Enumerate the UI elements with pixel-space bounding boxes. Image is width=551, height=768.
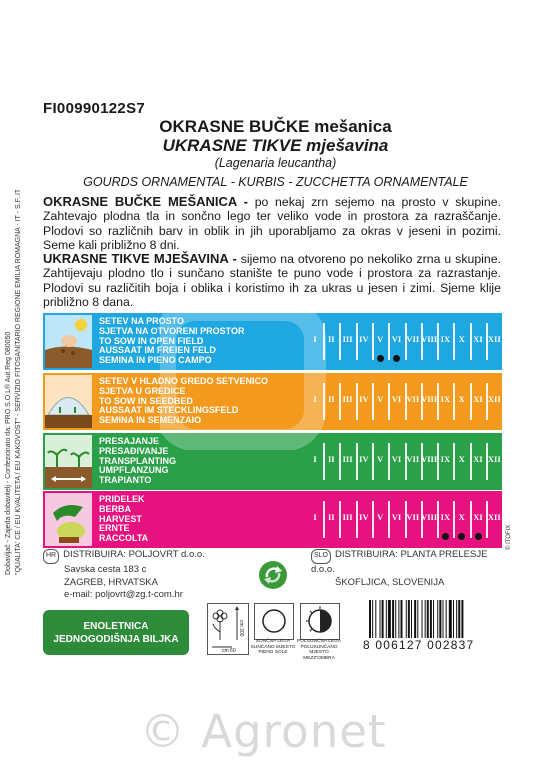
month-label: IV bbox=[359, 394, 369, 404]
month-cell bbox=[470, 433, 486, 490]
barcode-bar bbox=[408, 600, 410, 638]
month-label: VII bbox=[406, 512, 420, 522]
half-shade-box bbox=[300, 603, 340, 640]
barcode-bar bbox=[453, 600, 454, 638]
barcode-bar bbox=[395, 600, 396, 638]
hr-address: Savska cesta 183 c bbox=[64, 563, 147, 575]
barcode-bar bbox=[439, 600, 441, 638]
row-label: PRESAJANJE bbox=[99, 436, 160, 446]
row-label: TO SOW IN SEEDBED bbox=[99, 395, 193, 406]
barcode-bar bbox=[386, 600, 387, 638]
vertical-supplier-text bbox=[0, 190, 32, 580]
month-label: VI bbox=[391, 454, 402, 464]
month-cell bbox=[437, 373, 453, 430]
barcode bbox=[365, 600, 500, 640]
month-label: II bbox=[327, 512, 335, 522]
month-cell bbox=[372, 433, 388, 490]
month-label: III bbox=[342, 334, 353, 344]
row-label: PRESAĐIVANJE bbox=[99, 445, 169, 456]
barcode-bar bbox=[372, 600, 373, 638]
row-illustration-icon bbox=[45, 435, 92, 488]
month-label: I bbox=[313, 454, 317, 464]
shade-label-1: POLSONČNA LEGA bbox=[297, 639, 341, 644]
barcode-number: 8 006127 002837 bbox=[363, 638, 475, 652]
row-label: TRAPIANTO bbox=[99, 475, 152, 486]
month-cell bbox=[486, 313, 502, 370]
month-cell bbox=[372, 373, 388, 430]
month-label: I bbox=[313, 512, 317, 522]
agronet-watermark: © Agronet bbox=[140, 705, 387, 758]
spacing-label: cm 60 bbox=[222, 648, 236, 654]
slo-city: ŠKOFLJICA, SLOVENIJA bbox=[335, 576, 445, 588]
month-cell bbox=[405, 313, 421, 370]
month-label: IX bbox=[440, 334, 451, 344]
hr-name: POLJOVRT d.o.o. bbox=[128, 549, 205, 560]
row-illustration-icon bbox=[45, 375, 92, 428]
product-code: FI00990122S7 bbox=[43, 100, 146, 117]
month-marker-dot bbox=[442, 533, 449, 540]
month-label: XI bbox=[473, 334, 483, 344]
month-cell bbox=[421, 373, 437, 430]
barcode-bar bbox=[446, 600, 447, 638]
barcode-bar bbox=[392, 600, 394, 638]
month-cell bbox=[470, 313, 486, 370]
month-label: X bbox=[458, 454, 465, 464]
row-label: SJETVA NA OTVORENI PROSTOR bbox=[99, 325, 245, 336]
slo-badge: SLO bbox=[311, 549, 331, 564]
month-cell bbox=[307, 491, 323, 548]
barcode-bar bbox=[411, 600, 412, 638]
month-label: III bbox=[342, 454, 353, 464]
month-label: II bbox=[327, 334, 335, 344]
month-label: XI bbox=[473, 454, 483, 464]
half-shade-icon bbox=[320, 610, 331, 632]
month-label: V bbox=[377, 512, 384, 522]
shade-label bbox=[296, 639, 342, 661]
row-label: SEMINA IN PIENO CAMPO bbox=[99, 355, 212, 366]
barcode-bar bbox=[458, 600, 460, 638]
title-slovenian: OKRASNE BUČKE mešanica bbox=[159, 117, 392, 136]
month-label: I bbox=[313, 394, 317, 404]
calendar-row-4 bbox=[43, 491, 502, 548]
month-label: IV bbox=[359, 512, 369, 522]
barcode-bar bbox=[433, 600, 434, 638]
month-marker-dot bbox=[377, 355, 384, 362]
desc-hr-body: sijemo na otvoreno po nekoliko zrna u skupine. Zahtijevaju plodno tlo i sunčano stanište te puno vode i prostora za razrastanje. Plodovi su različitih boja i oblika i koristimo ih za ukras u jesen i zimi. Sjeme klije približno 8 dana. bbox=[43, 252, 501, 310]
sun-label-1: SONČNA LEGA bbox=[255, 639, 291, 644]
month-label: XII bbox=[487, 512, 501, 522]
row-label: AUSSAAT IM FREIEN FELD bbox=[99, 345, 216, 356]
month-label: VI bbox=[391, 512, 402, 522]
month-cell bbox=[356, 491, 372, 548]
watermark-logo bbox=[160, 300, 350, 450]
month-cell bbox=[405, 433, 421, 490]
month-label: VII bbox=[406, 334, 420, 344]
row-label: RACCOLTA bbox=[99, 533, 149, 544]
slo-name: PLANTA PRELESJE d.o.o. bbox=[311, 549, 488, 575]
barcode-bar bbox=[369, 600, 371, 638]
month-cell bbox=[372, 491, 388, 548]
hr-label: DISTRIBUIRA: bbox=[63, 549, 126, 560]
sun-icon bbox=[263, 610, 285, 632]
month-cell bbox=[340, 491, 356, 548]
row-label: HARVEST bbox=[99, 513, 142, 524]
annual-plant-badge bbox=[43, 610, 189, 655]
month-label: II bbox=[327, 394, 335, 404]
month-label: IX bbox=[440, 512, 451, 522]
month-marker-dot bbox=[393, 355, 400, 362]
recycle-icon bbox=[258, 560, 288, 590]
itofix-text: © ITOFIX bbox=[506, 524, 512, 550]
month-cell bbox=[454, 433, 470, 490]
month-label: IX bbox=[440, 394, 451, 404]
description bbox=[43, 195, 501, 309]
shade-label-3: MJESTO bbox=[309, 650, 329, 656]
month-cell bbox=[389, 373, 405, 430]
hr-badge: HR bbox=[43, 549, 59, 564]
barcode-bar bbox=[456, 600, 457, 638]
month-label: V bbox=[377, 394, 384, 404]
month-cell bbox=[454, 373, 470, 430]
distributor-hr bbox=[43, 549, 233, 602]
month-marker-dot bbox=[475, 533, 482, 540]
month-cell bbox=[486, 433, 502, 490]
month-cell bbox=[437, 433, 453, 490]
month-cell bbox=[405, 373, 421, 430]
barcode-bar bbox=[382, 600, 384, 638]
other-names: GOURDS ORNAMENTAL - KURBIS - ZUCCHETTA ORNAMENTALE bbox=[83, 175, 468, 189]
barcode-bar bbox=[375, 600, 376, 638]
latin-name: (Lagenaria leucantha) bbox=[214, 156, 337, 170]
full-sun-box bbox=[254, 603, 294, 640]
row-label: SETEV V HLADNO GREDO SETVENICO bbox=[99, 376, 269, 386]
sun-label bbox=[250, 639, 296, 656]
month-label: VIII bbox=[421, 334, 438, 344]
month-cell bbox=[437, 313, 453, 370]
month-label: I bbox=[313, 334, 317, 344]
month-cell bbox=[470, 373, 486, 430]
month-label: XI bbox=[473, 512, 483, 522]
barcode-bar bbox=[425, 600, 426, 638]
month-cell bbox=[486, 491, 502, 548]
row-label: SETEV NA PROSTO bbox=[99, 316, 185, 326]
vertical-text-2: "QUALITA' CE / EU KVALITETA / EU KAKOVOST" - SERVIZIO FITOSANITARIO REGIONE EMILIA ROMAGNA - IT - S.F. IT-08 - Proizvodač: ITEILI bbox=[15, 190, 22, 575]
month-label: VII bbox=[406, 454, 420, 464]
barcode-bar bbox=[388, 600, 391, 638]
barcode-bar bbox=[417, 600, 418, 638]
month-label: VII bbox=[406, 394, 420, 404]
barcode-bar bbox=[430, 600, 432, 638]
barcode-bar bbox=[449, 600, 452, 638]
desc-sl-head: OKRASNE BUČKE MEŠANICA - bbox=[43, 194, 249, 209]
month-label: VIII bbox=[421, 454, 438, 464]
month-label: V bbox=[377, 454, 384, 464]
month-label: IV bbox=[359, 334, 369, 344]
month-cell bbox=[454, 313, 470, 370]
row-label: PRIDELEK bbox=[99, 494, 145, 504]
month-label: VIII bbox=[421, 512, 438, 522]
month-label: XII bbox=[487, 454, 501, 464]
barcode-bar bbox=[414, 600, 416, 638]
barcode-bar bbox=[401, 600, 403, 638]
barcode-bar bbox=[406, 600, 407, 638]
barcode-bar bbox=[380, 600, 381, 638]
month-cell bbox=[389, 433, 405, 490]
plant-height-icon bbox=[207, 603, 249, 655]
row-illustration-icon bbox=[45, 315, 92, 368]
barcode-bar bbox=[443, 600, 444, 638]
slo-label: DISTRIBUIRA: bbox=[335, 549, 398, 560]
row-label: TRANSPLANTING bbox=[99, 455, 176, 466]
month-cell bbox=[356, 433, 372, 490]
month-label: V bbox=[377, 334, 384, 344]
month-grid bbox=[307, 491, 502, 548]
hr-email: e-mail: poljovrt@zg.t-com.hr bbox=[64, 589, 183, 601]
month-cell bbox=[421, 313, 437, 370]
hr-city: ZAGREB, HRVATSKA bbox=[64, 576, 158, 588]
barcode-bar bbox=[398, 600, 399, 638]
title-croatian: UKRASNE TIKVE mješavina bbox=[162, 136, 389, 155]
height-label: cm 300 bbox=[238, 620, 244, 637]
shade-label-2: POLUSUNČANO bbox=[300, 644, 338, 650]
barcode-bar bbox=[422, 600, 423, 638]
sun-label-2: SUNČANO MJESTO bbox=[250, 644, 296, 650]
row-label: BERBA bbox=[99, 503, 132, 514]
shade-label-4: MEZZ'OMBRA bbox=[303, 655, 335, 661]
month-label: X bbox=[458, 334, 465, 344]
row-label: TO SOW IN OPEN FIELD bbox=[99, 335, 204, 346]
barcode-bar bbox=[427, 600, 429, 638]
row-labels bbox=[99, 495, 148, 544]
month-label: IV bbox=[359, 454, 369, 464]
month-cell bbox=[421, 491, 437, 548]
month-label: VI bbox=[391, 394, 402, 404]
row-label: ERNTE bbox=[99, 523, 130, 534]
barcode-bar bbox=[437, 600, 438, 638]
row-label: SEMINA IN SEMENZAIO bbox=[99, 415, 202, 426]
month-cell bbox=[405, 491, 421, 548]
month-cell bbox=[486, 373, 502, 430]
row-label: AUSSAAT IM STECKLINGSFELD bbox=[99, 405, 239, 416]
month-label: III bbox=[342, 394, 353, 404]
month-cell bbox=[356, 373, 372, 430]
month-cell bbox=[323, 491, 339, 548]
month-label: VI bbox=[391, 334, 402, 344]
vertical-text-1: Dobavljač - Zajeda dobavitelj - Confezionato da: PRO.S.O.L® Aut.Reg 080050 bbox=[5, 331, 12, 575]
distributor-slo bbox=[311, 549, 511, 589]
annual-line-1: ENOLETNICA bbox=[83, 621, 149, 632]
sun-label-3: PIENO SOLE bbox=[258, 650, 288, 656]
row-label: SJETVA U GREDICE bbox=[99, 385, 186, 396]
month-cell bbox=[421, 433, 437, 490]
month-label: VIII bbox=[421, 394, 438, 404]
month-label: IX bbox=[440, 454, 451, 464]
desc-sl-body: po nekaj zrn sejemo na prosto v skupine. Zahtevajo plodna tla in sončno lego ter veliko vode in prostora za razraščanje. Plodovi so različnih barv in oblik in jih uporabljamo za okras v jeseni in pozimi. Seme kali približno 8 dni. bbox=[43, 195, 501, 252]
barcode-bar bbox=[461, 600, 463, 638]
row-illustration-icon bbox=[45, 493, 92, 546]
month-label: XI bbox=[473, 394, 483, 404]
month-label: III bbox=[342, 512, 353, 522]
month-label: II bbox=[327, 454, 335, 464]
row-label: UMPFLANZUNG bbox=[99, 465, 169, 476]
month-cell bbox=[389, 491, 405, 548]
desc-hr-head: UKRASNE TIKVE MJEŠAVINA - bbox=[43, 251, 237, 267]
month-label: XII bbox=[487, 394, 501, 404]
month-label: X bbox=[458, 394, 465, 404]
month-label: X bbox=[458, 512, 465, 522]
annual-line-2: JEDNOGODIŠNJA BILJKA bbox=[53, 634, 179, 645]
month-cell bbox=[356, 313, 372, 370]
month-label: XII bbox=[487, 334, 501, 344]
